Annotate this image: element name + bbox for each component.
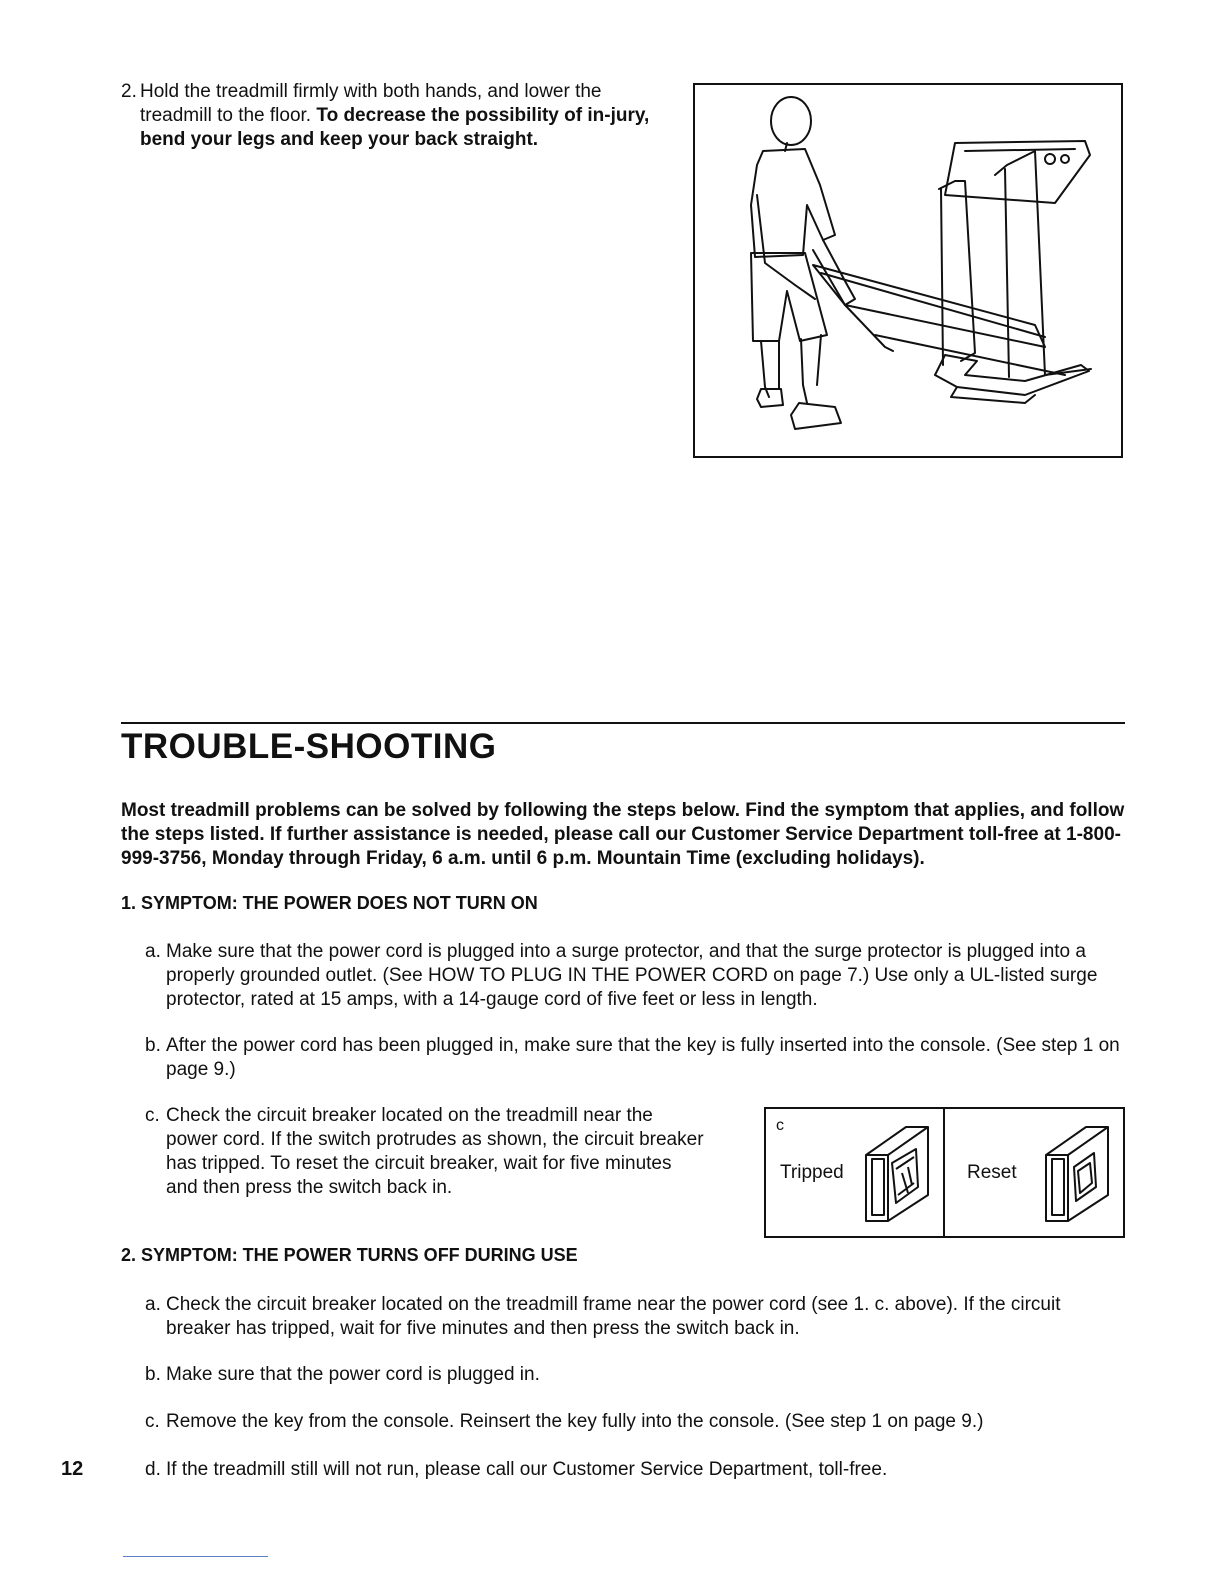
symptom-2-item-c: [145, 1410, 1130, 1434]
section-divider: [121, 722, 1125, 724]
item-text: If the treadmill still will not run, please call our Customer Service Department, toll-free.: [166, 1459, 888, 1480]
item-label: c.: [145, 1411, 160, 1432]
symptom-2-item-d: [145, 1458, 1130, 1482]
symptom-2-item-b: [145, 1363, 1130, 1387]
item-text: Remove the key from the console. Reinsert the key fully into the console. (See step 1 on page 9.): [166, 1411, 984, 1432]
symptom-1-item-c: [145, 1104, 705, 1200]
step-number: 2.: [121, 81, 137, 102]
figure-label: c: [776, 1117, 784, 1134]
item-text: After the power cord has been plugged in, make sure that the key is fully inserted into the console. (See step 1 on page 9.): [166, 1035, 1120, 1080]
step-text: [140, 80, 661, 152]
reset-label: Reset: [967, 1162, 1017, 1183]
man-with-treadmill-drawing: [695, 85, 1121, 456]
item-text: Check the circuit breaker located on the treadmill frame near the power cord (see 1. c. above). If the circuit breaker has tripped, wait for five minutes and then press the switch back in.: [166, 1294, 1061, 1339]
item-label: b.: [145, 1364, 161, 1385]
step-normal-text: Hold the treadmill firmly with both hands, and lower the treadmill to the floor.: [140, 81, 602, 126]
section-title: TROUBLE-SHOOTING: [121, 727, 497, 766]
symptom-2-item-a: [145, 1293, 1130, 1341]
step-warning-text: To decrease the possibility of in-jury, bend your legs and keep your back straight.: [140, 105, 650, 150]
reset-switch-icon: [1042, 1123, 1114, 1223]
item-text: Make sure that the power cord is plugged in.: [166, 1364, 540, 1385]
circuit-breaker-figure: [764, 1107, 1125, 1238]
footer-line: [123, 1556, 268, 1557]
symptom-1-item-b: [145, 1034, 1130, 1082]
item-label: a.: [145, 1294, 161, 1315]
figure-divider: [943, 1109, 945, 1236]
tripped-switch-icon: [862, 1123, 934, 1223]
lowering-treadmill-illustration: [693, 83, 1123, 458]
page-number: 12: [61, 1458, 84, 1480]
item-text: Check the circuit breaker located on the treadmill near the power cord. If the switch protrudes as shown, the circuit breaker has tripped. To reset the circuit breaker, wait for five minutes and then press the switch back in.: [166, 1105, 704, 1198]
intro-paragraph: Most treadmill problems can be solved by following the steps below. Find the symptom that applies, and follow the steps listed. If further assistance is needed, please call our Customer Service Department toll-free at 1-800-999-3756, Monday through Friday, 6 a.m. until 6 p.m. Mountain Time (excluding holidays).: [121, 800, 1125, 869]
step-2: [121, 80, 661, 152]
symptom-1-item-a: [145, 940, 1130, 1012]
symptom-1-heading: 1. SYMPTOM: THE POWER DOES NOT TURN ON: [121, 893, 538, 913]
symptom-2-heading: 2. SYMPTOM: THE POWER TURNS OFF DURING USE: [121, 1245, 578, 1265]
item-label: d.: [145, 1459, 161, 1480]
item-label: c.: [145, 1105, 160, 1126]
item-text: Make sure that the power cord is plugged into a surge protector, and that the surge protector is plugged into a properly grounded outlet. (See HOW TO PLUG IN THE POWER CORD on page 7.) Use only a UL-listed surge protector, rated at 15 amps, with a 14-gauge cord of five feet or less in length.: [166, 941, 1098, 1010]
item-label: a.: [145, 941, 161, 962]
item-label: b.: [145, 1035, 161, 1056]
tripped-label: Tripped: [780, 1162, 844, 1183]
